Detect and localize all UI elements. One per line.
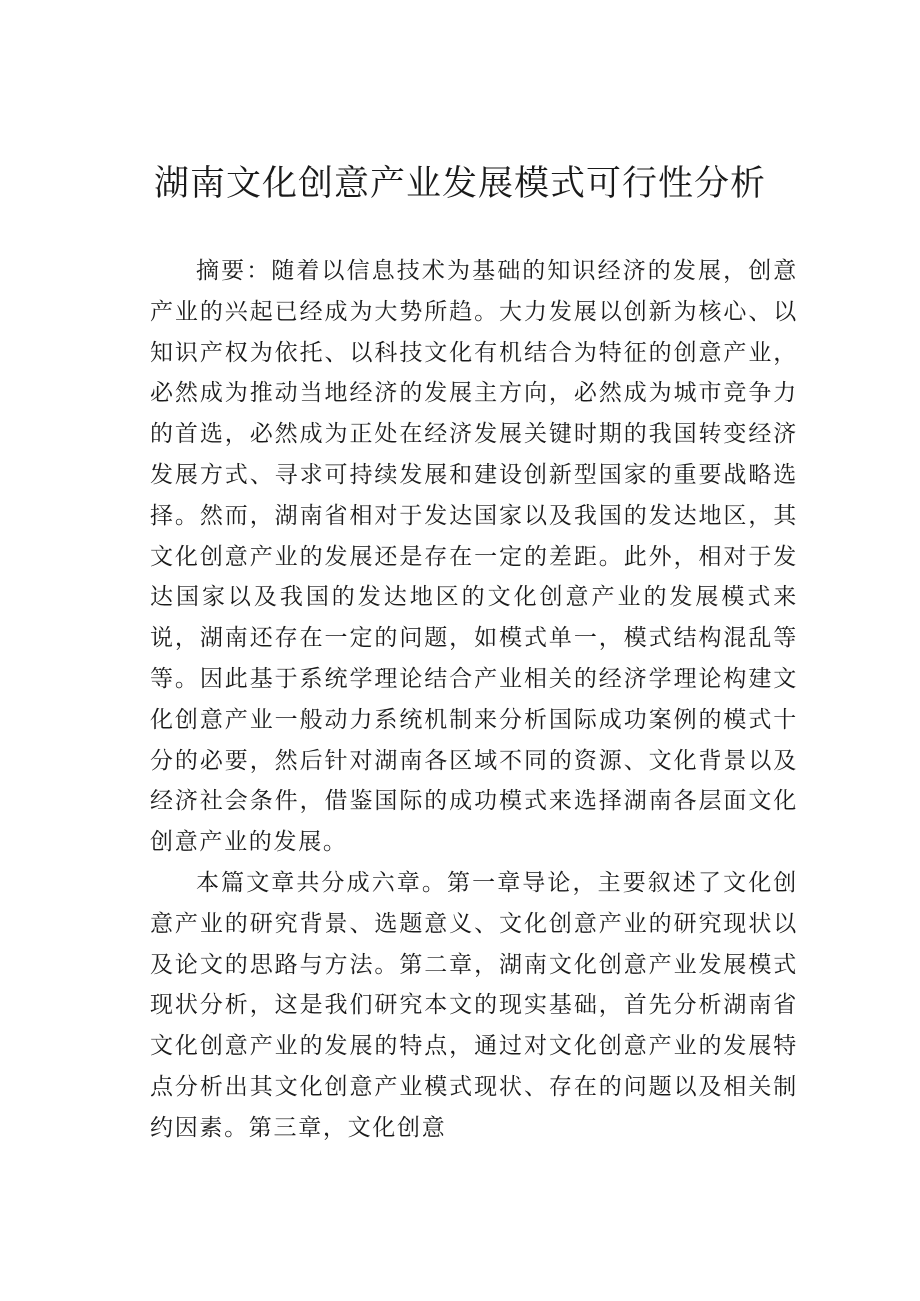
chapter-overview-paragraph: 本篇文章共分成六章。第一章导论，主要叙述了文化创意产业的研究背景、选题意义、文化创意产业的研究现状以及论文的思路与方法。第二章，湖南文化创意产业发展模式现状分析，这是我们研究本文的现实基础，首先分析湖南省文化创意产业的发展的特点，通过对文化创意产业的发展特点分析出其文化创意产业模式现状、存在的问题以及相关制约因素。第三章，文化创意 bbox=[150, 869, 798, 1141]
document-title: 湖南文化创意产业发展模式可行性分析 bbox=[153, 164, 766, 204]
abstract-paragraph: 摘要：随着以信息技术为基础的知识经济的发展，创意产业的兴起已经成为大势所趋。大力发展以创新为核心、以知识产权为依托、以科技文化有机结合为特征的创意产业，必然成为推动当地经济的发展主方向，必然成为城市竞争力的首选，必然成为正处在经济发展关键时期的我国转变经济发展方式、寻求可持续发展和建设创新型国家的重要战略选择。然而，湖南省相对于发达国家以及我国的发达地区，其文化创意产业的发展还是存在一定的差距。此外，相对于发达国家以及我国的发达地区的文化创意产业的发展模式来说，湖南还存在一定的问题，如模式单一，模式结构混乱等等。因此基于系统学理论结合产业相关的经济学理论构建文化创意产业一般动力系统机制来分析国际成功案例的模式十分的必要，然后针对湖南各区域不同的资源、文化背景以及经济社会条件，借鉴国际的成功模式来选择湖南各层面文化创意产业的发展。 bbox=[150, 258, 798, 856]
document-body bbox=[150, 251, 798, 1149]
